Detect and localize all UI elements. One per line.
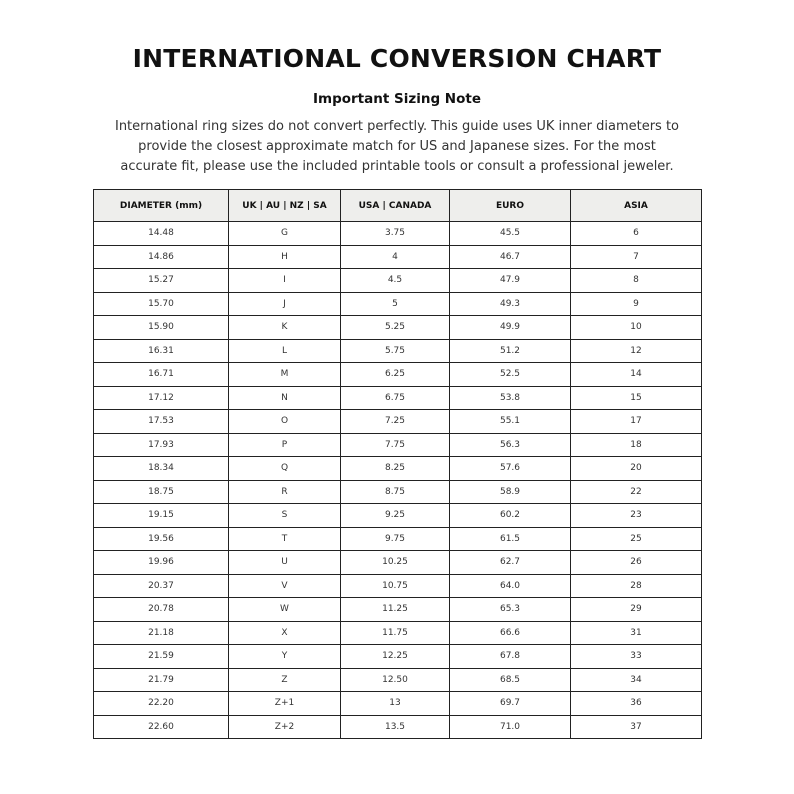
cell-euro: 47.9 [450, 269, 571, 293]
cell-uk: I [229, 269, 341, 293]
cell-euro: 46.7 [450, 245, 571, 269]
cell-usa: 12.25 [341, 645, 450, 669]
cell-usa: 10.75 [341, 574, 450, 598]
header-asia: ASIA [571, 190, 702, 222]
cell-asia: 14 [571, 363, 702, 387]
cell-uk: O [229, 410, 341, 434]
table-row [94, 480, 702, 504]
sizing-note-body: International ring sizes do not convert perfectly. This guide uses UK inner diameters to provide the closest approximate match for US and Japanese sizes. For the most accurate fit, please use the included printable tools or consult a professional jeweler. [114, 119, 679, 174]
table-row [94, 410, 702, 434]
cell-usa: 5.75 [341, 339, 450, 363]
cell-uk: T [229, 527, 341, 551]
cell-usa: 13 [341, 692, 450, 716]
table-row [94, 363, 702, 387]
cell-euro: 66.6 [450, 621, 571, 645]
cell-asia: 20 [571, 457, 702, 481]
cell-uk: W [229, 598, 341, 622]
sizing-note-heading: Important Sizing Note [312, 91, 481, 107]
cell-uk: G [229, 222, 341, 246]
cell-uk: V [229, 574, 341, 598]
cell-euro: 62.7 [450, 551, 571, 575]
header-usa: USA | CANADA [341, 190, 450, 222]
cell-usa: 13.5 [341, 715, 450, 739]
cell-usa: 11.25 [341, 598, 450, 622]
cell-uk: U [229, 551, 341, 575]
cell-euro: 49.9 [450, 316, 571, 340]
cell-asia: 34 [571, 668, 702, 692]
cell-diameter: 20.37 [94, 574, 229, 598]
cell-diameter: 14.86 [94, 245, 229, 269]
cell-usa: 6.25 [341, 363, 450, 387]
cell-diameter: 17.53 [94, 410, 229, 434]
cell-uk: S [229, 504, 341, 528]
table-row [94, 527, 702, 551]
cell-uk: Z+1 [229, 692, 341, 716]
cell-diameter: 16.31 [94, 339, 229, 363]
cell-usa: 7.75 [341, 433, 450, 457]
cell-euro: 45.5 [450, 222, 571, 246]
table-body [94, 222, 702, 739]
table-row [94, 339, 702, 363]
conversion-table [93, 189, 702, 739]
cell-diameter: 18.34 [94, 457, 229, 481]
cell-asia: 28 [571, 574, 702, 598]
table-row [94, 551, 702, 575]
cell-diameter: 19.96 [94, 551, 229, 575]
cell-asia: 37 [571, 715, 702, 739]
cell-asia: 12 [571, 339, 702, 363]
table-row [94, 645, 702, 669]
table-row [94, 715, 702, 739]
cell-diameter: 14.48 [94, 222, 229, 246]
table-row [94, 668, 702, 692]
cell-asia: 29 [571, 598, 702, 622]
cell-euro: 51.2 [450, 339, 571, 363]
cell-usa: 7.25 [341, 410, 450, 434]
cell-asia: 26 [571, 551, 702, 575]
cell-diameter: 22.20 [94, 692, 229, 716]
cell-uk: Z+2 [229, 715, 341, 739]
cell-asia: 15 [571, 386, 702, 410]
cell-euro: 64.0 [450, 574, 571, 598]
cell-euro: 61.5 [450, 527, 571, 551]
cell-euro: 71.0 [450, 715, 571, 739]
cell-diameter: 15.90 [94, 316, 229, 340]
cell-asia: 31 [571, 621, 702, 645]
cell-asia: 10 [571, 316, 702, 340]
cell-uk: Q [229, 457, 341, 481]
header-uk: UK | AU | NZ | SA [229, 190, 341, 222]
cell-asia: 25 [571, 527, 702, 551]
table-row [94, 222, 702, 246]
cell-diameter: 19.56 [94, 527, 229, 551]
cell-diameter: 21.79 [94, 668, 229, 692]
cell-asia: 7 [571, 245, 702, 269]
cell-usa: 5 [341, 292, 450, 316]
cell-euro: 58.9 [450, 480, 571, 504]
cell-diameter: 19.15 [94, 504, 229, 528]
cell-euro: 55.1 [450, 410, 571, 434]
cell-usa: 4 [341, 245, 450, 269]
cell-asia: 6 [571, 222, 702, 246]
cell-diameter: 17.12 [94, 386, 229, 410]
cell-usa: 3.75 [341, 222, 450, 246]
cell-diameter: 15.70 [94, 292, 229, 316]
header-diameter: DIAMETER (mm) [94, 190, 229, 222]
table-row [94, 433, 702, 457]
cell-euro: 49.3 [450, 292, 571, 316]
cell-uk: N [229, 386, 341, 410]
table-row [94, 504, 702, 528]
table-row [94, 621, 702, 645]
cell-euro: 68.5 [450, 668, 571, 692]
cell-diameter: 17.93 [94, 433, 229, 457]
cell-asia: 23 [571, 504, 702, 528]
cell-euro: 65.3 [450, 598, 571, 622]
cell-asia: 36 [571, 692, 702, 716]
cell-euro: 67.8 [450, 645, 571, 669]
cell-asia: 8 [571, 269, 702, 293]
cell-usa: 9.25 [341, 504, 450, 528]
cell-usa: 9.75 [341, 527, 450, 551]
cell-euro: 56.3 [450, 433, 571, 457]
cell-diameter: 21.18 [94, 621, 229, 645]
cell-uk: H [229, 245, 341, 269]
cell-asia: 9 [571, 292, 702, 316]
cell-uk: P [229, 433, 341, 457]
cell-asia: 17 [571, 410, 702, 434]
table-row [94, 269, 702, 293]
cell-euro: 53.8 [450, 386, 571, 410]
cell-usa: 4.5 [341, 269, 450, 293]
table-row [94, 245, 702, 269]
cell-uk: Y [229, 645, 341, 669]
table-header-row [94, 190, 702, 222]
cell-diameter: 21.59 [94, 645, 229, 669]
cell-asia: 33 [571, 645, 702, 669]
table-row [94, 386, 702, 410]
cell-uk: R [229, 480, 341, 504]
cell-diameter: 15.27 [94, 269, 229, 293]
cell-uk: J [229, 292, 341, 316]
header-euro: EURO [450, 190, 571, 222]
table-row [94, 316, 702, 340]
table-row [94, 692, 702, 716]
cell-usa: 8.75 [341, 480, 450, 504]
cell-diameter: 16.71 [94, 363, 229, 387]
table-row [94, 292, 702, 316]
cell-uk: X [229, 621, 341, 645]
cell-euro: 60.2 [450, 504, 571, 528]
cell-uk: Z [229, 668, 341, 692]
cell-euro: 69.7 [450, 692, 571, 716]
page-title: INTERNATIONAL CONVERSION CHART [132, 44, 662, 73]
cell-usa: 6.75 [341, 386, 450, 410]
table-row [94, 457, 702, 481]
cell-uk: M [229, 363, 341, 387]
table-row [94, 598, 702, 622]
cell-diameter: 20.78 [94, 598, 229, 622]
cell-usa: 8.25 [341, 457, 450, 481]
cell-diameter: 22.60 [94, 715, 229, 739]
cell-usa: 10.25 [341, 551, 450, 575]
cell-usa: 11.75 [341, 621, 450, 645]
cell-diameter: 18.75 [94, 480, 229, 504]
table-row [94, 574, 702, 598]
cell-uk: K [229, 316, 341, 340]
cell-asia: 22 [571, 480, 702, 504]
cell-uk: L [229, 339, 341, 363]
cell-euro: 57.6 [450, 457, 571, 481]
cell-usa: 12.50 [341, 668, 450, 692]
cell-euro: 52.5 [450, 363, 571, 387]
cell-usa: 5.25 [341, 316, 450, 340]
cell-asia: 18 [571, 433, 702, 457]
